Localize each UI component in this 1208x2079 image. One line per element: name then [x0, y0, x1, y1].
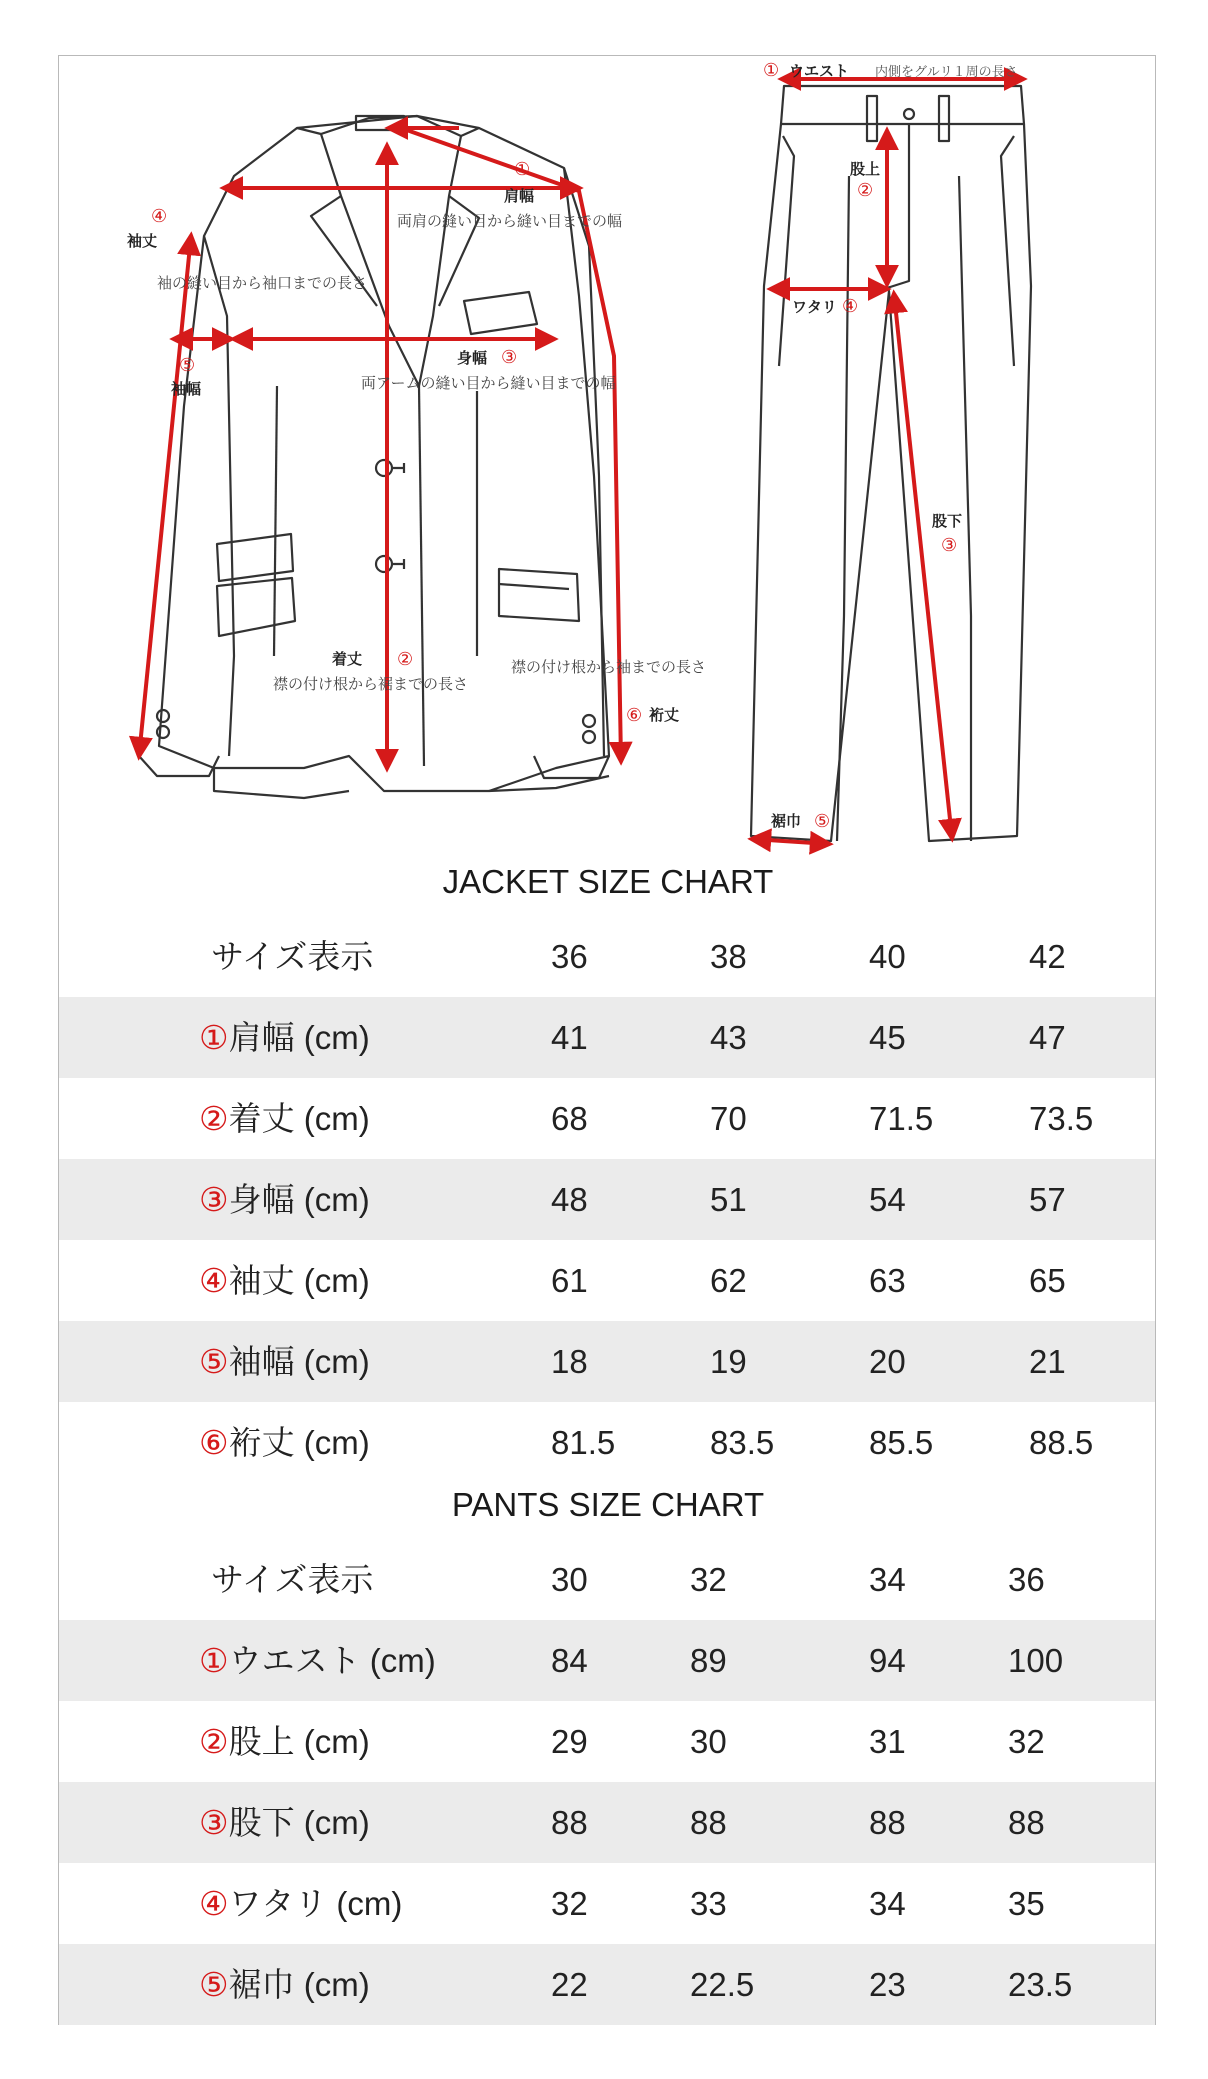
row-label — [199, 1078, 370, 1159]
diagram-svg — [59, 56, 1157, 868]
row-label — [199, 1321, 370, 1402]
row-label-text: 股上 (cm) — [228, 1723, 370, 1760]
length-desc: 襟の付け根から裾までの長さ — [273, 675, 469, 693]
table-cell: 23 — [869, 1966, 906, 2003]
table-row — [59, 1620, 1155, 1701]
yuki-desc: 襟の付け根から袖までの長さ — [511, 658, 707, 676]
table-cell: 29 — [551, 1723, 588, 1760]
table-cell: 70 — [710, 1100, 747, 1137]
rise-label: 股上 — [850, 160, 881, 178]
row-number-mark: ⑤ — [199, 1966, 229, 2003]
table-cell: 30 — [690, 1723, 727, 1760]
row-label-text: 裄丈 (cm) — [228, 1424, 370, 1461]
row-label — [199, 1863, 402, 1944]
waist-number: ① — [763, 60, 780, 81]
table-cell: 73.5 — [1029, 1100, 1094, 1137]
row-label — [199, 1620, 436, 1701]
sleeve-length-number: ④ — [151, 206, 168, 227]
thigh-number: ④ — [842, 296, 859, 317]
table-cell: 22 — [551, 1966, 588, 2003]
thigh-label: ワタリ — [792, 298, 837, 316]
row-label — [199, 997, 370, 1078]
yuki-label: 裄丈 — [649, 706, 680, 724]
hem-number: ⑤ — [814, 811, 831, 832]
table-cell: 65 — [1029, 1262, 1066, 1299]
table-row — [59, 1863, 1155, 1944]
sleeve-length-label: 袖丈 — [127, 232, 158, 250]
inseam-label: 股下 — [932, 512, 963, 530]
size-header-cell: 42 — [1029, 938, 1066, 975]
row-label-text: 裾巾 (cm) — [228, 1966, 370, 2003]
table-cell: 48 — [551, 1181, 588, 1218]
table-cell: 41 — [551, 1019, 588, 1056]
table-cell: 88 — [869, 1804, 906, 1841]
table-cell: 54 — [869, 1181, 906, 1218]
row-number-mark: ⑥ — [199, 1424, 229, 1461]
table-cell: 20 — [869, 1343, 906, 1380]
table-cell: 57 — [1029, 1181, 1066, 1218]
row-label — [199, 1402, 370, 1483]
sleeve-width-label: 袖幅 — [171, 380, 202, 398]
pants-labels — [763, 60, 1018, 832]
table-cell: 18 — [551, 1343, 588, 1380]
table-cell: 81.5 — [551, 1424, 616, 1461]
sleeve-width-number: ⑤ — [179, 355, 196, 376]
pants-chart-title: PANTS SIZE CHART — [451, 1486, 765, 1523]
row-label-text: 肩幅 (cm) — [228, 1019, 370, 1056]
table-row — [59, 1240, 1155, 1321]
size-header-label: サイズ表示 — [211, 1561, 374, 1598]
length-number: ② — [397, 649, 414, 670]
table-cell: 62 — [710, 1262, 747, 1299]
table-cell: 88 — [690, 1804, 727, 1841]
table-cell: 19 — [710, 1343, 747, 1380]
shoulder-number: ① — [514, 159, 531, 180]
size-header-label: サイズ表示 — [211, 938, 374, 975]
size-header-cell: 36 — [1008, 1561, 1045, 1598]
table-cell: 88 — [551, 1804, 588, 1841]
table-header-row — [59, 1539, 1155, 1620]
table-cell: 43 — [710, 1019, 747, 1056]
row-number-mark: ② — [199, 1100, 229, 1137]
pants-arrows — [752, 79, 1023, 844]
table-cell: 61 — [551, 1262, 588, 1299]
measurement-diagram — [59, 56, 1157, 868]
table-cell: 51 — [710, 1181, 747, 1218]
pants-illustration — [751, 86, 1031, 841]
body-width-number: ③ — [501, 347, 518, 368]
row-number-mark: ④ — [199, 1885, 229, 1922]
table-row — [59, 1159, 1155, 1240]
table-cell: 34 — [869, 1885, 906, 1922]
table-row — [59, 1782, 1155, 1863]
body-width-label: 身幅 — [457, 349, 488, 367]
jacket-chart-title: JACKET SIZE CHART — [442, 863, 774, 900]
row-number-mark: ③ — [199, 1181, 229, 1218]
table-row — [59, 1402, 1155, 1483]
table-cell: 22.5 — [690, 1966, 755, 2003]
row-label-text: ウエスト (cm) — [228, 1642, 436, 1679]
waist-label: ウエスト — [789, 62, 850, 80]
rise-number: ② — [857, 180, 874, 201]
length-label: 着丈 — [332, 650, 363, 668]
table-cell: 85.5 — [869, 1424, 934, 1461]
sleeve-length-desc: 袖の縫い目から袖口までの長さ — [157, 274, 368, 292]
size-header-cell: 40 — [869, 938, 906, 975]
inseam-number: ③ — [941, 535, 958, 556]
table-cell: 23.5 — [1008, 1966, 1073, 2003]
row-label — [199, 1701, 370, 1782]
row-number-mark: ⑤ — [199, 1343, 229, 1380]
table-cell: 45 — [869, 1019, 906, 1056]
table-cell: 63 — [869, 1262, 906, 1299]
table-row — [59, 1078, 1155, 1159]
table-row — [59, 1321, 1155, 1402]
row-label-text: 身幅 (cm) — [228, 1181, 370, 1218]
table-cell: 88 — [1008, 1804, 1045, 1841]
row-number-mark: ② — [199, 1723, 229, 1760]
table-cell: 89 — [690, 1642, 727, 1679]
table-cell: 33 — [690, 1885, 727, 1922]
waist-desc: 内側をグルリ１周の長さ — [875, 65, 1018, 80]
row-label-text: 袖幅 (cm) — [228, 1343, 370, 1380]
table-cell: 88.5 — [1029, 1424, 1094, 1461]
shoulder-desc: 両肩の縫い目から縫い目までの幅 — [397, 212, 623, 230]
table-row — [59, 1944, 1155, 2025]
table-header-row — [59, 916, 1155, 997]
table-cell: 71.5 — [869, 1100, 934, 1137]
table-cell: 32 — [551, 1885, 588, 1922]
yuki-number: ⑥ — [626, 705, 643, 726]
table-cell: 83.5 — [710, 1424, 775, 1461]
table-cell: 84 — [551, 1642, 588, 1679]
size-chart-panel — [58, 55, 1156, 2025]
size-header-cell: 36 — [551, 938, 588, 975]
row-label — [199, 1782, 370, 1863]
table-cell: 21 — [1029, 1343, 1066, 1380]
table-cell: 47 — [1029, 1019, 1066, 1056]
row-label — [199, 1159, 370, 1240]
table-cell: 94 — [869, 1642, 906, 1679]
row-number-mark: ④ — [199, 1262, 229, 1299]
hem-label: 裾巾 — [771, 812, 802, 830]
size-header-cell: 32 — [690, 1561, 727, 1598]
size-header-cell: 34 — [869, 1561, 906, 1598]
table-cell: 31 — [869, 1723, 906, 1760]
table-row — [59, 1701, 1155, 1782]
table-cell: 100 — [1008, 1642, 1064, 1679]
size-header-cell: 38 — [710, 938, 747, 975]
body-width-desc: 両アームの縫い目から縫い目までの幅 — [361, 374, 616, 392]
row-number-mark: ① — [199, 1642, 229, 1679]
row-label-text: 着丈 (cm) — [228, 1100, 370, 1137]
row-label — [199, 1240, 370, 1321]
table-cell: 32 — [1008, 1723, 1045, 1760]
table-cell: 68 — [551, 1100, 588, 1137]
size-header-cell: 30 — [551, 1561, 588, 1598]
row-label — [199, 1944, 370, 2025]
table-row — [59, 997, 1155, 1078]
shoulder-label: 肩幅 — [504, 187, 535, 205]
table-cell: 35 — [1008, 1885, 1045, 1922]
row-label-text: 袖丈 (cm) — [228, 1262, 370, 1299]
row-label-text: ワタリ (cm) — [228, 1885, 403, 1922]
row-label-text: 股下 (cm) — [228, 1804, 370, 1841]
row-number-mark: ③ — [199, 1804, 229, 1841]
row-number-mark: ① — [199, 1019, 229, 1056]
